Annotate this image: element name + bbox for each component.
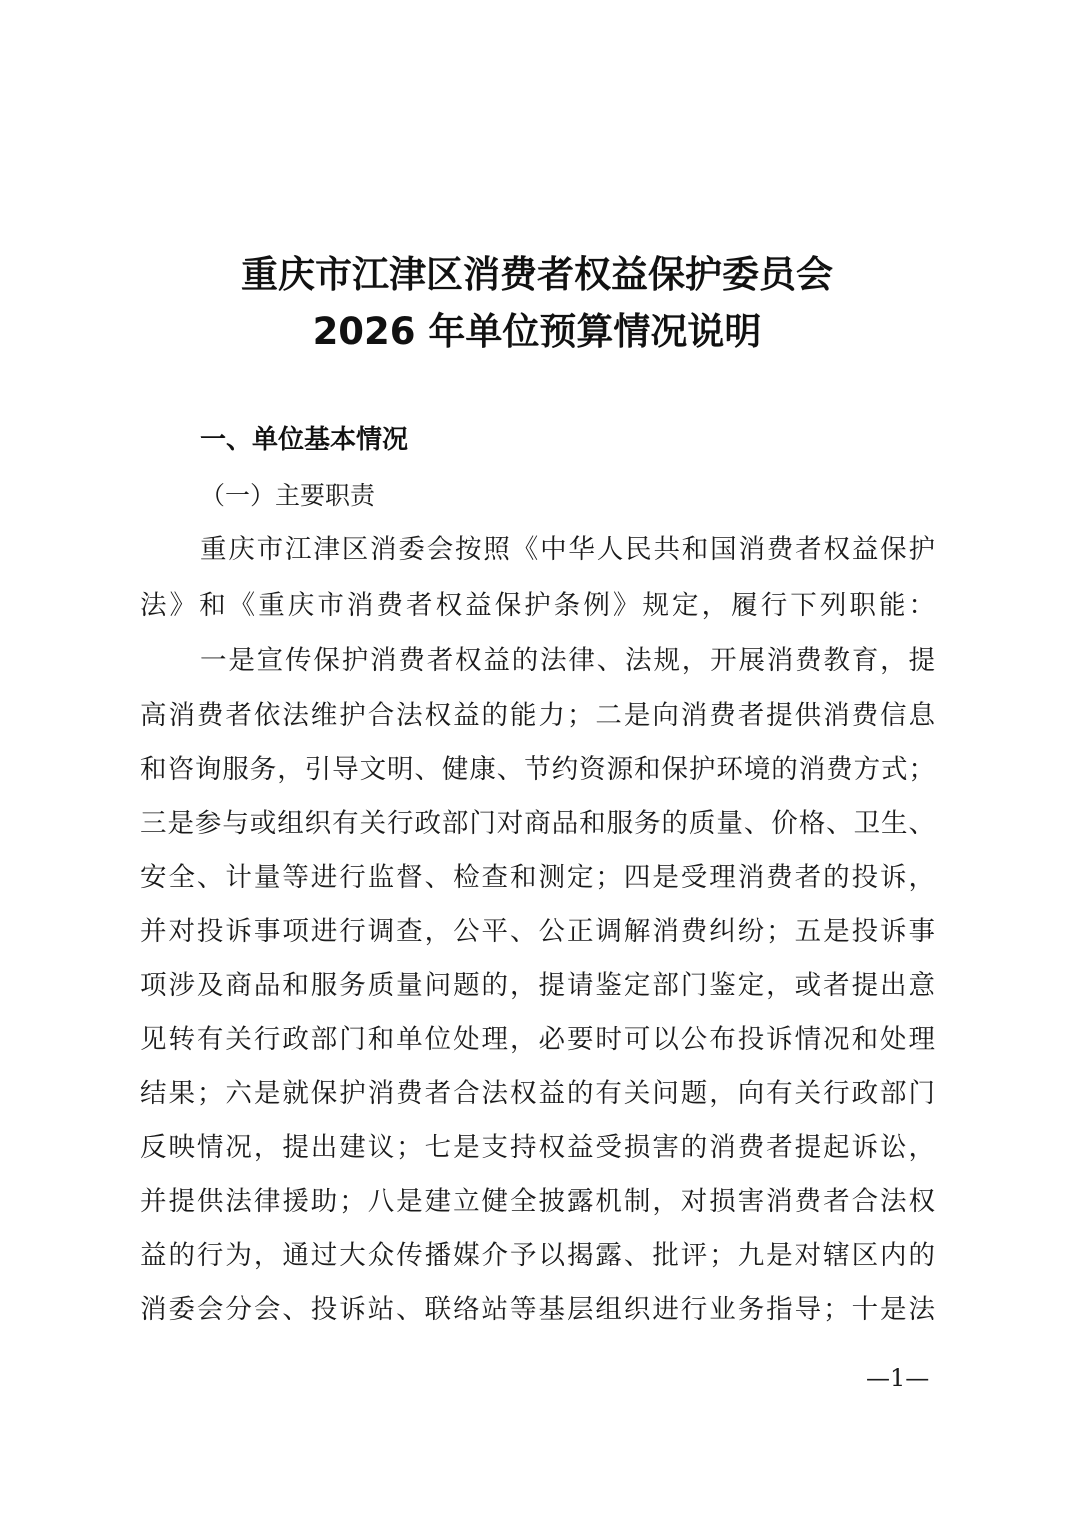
body-line: 见转有关行政部门和单位处理，必要时可以公布投诉情况和处理 [140,1024,935,1055]
body-line: 项涉及商品和服务质量问题的，提请鉴定部门鉴定，或者提出意 [140,970,935,1001]
body-line: 法》和《重庆市消费者权益保护条例》规定，履行下列职能： [140,590,935,621]
subsection-heading: （一）主要职责 [200,481,376,510]
body-line: 三是参与或组织有关行政部门对商品和服务的质量、价格、卫生、 [140,808,935,839]
body-line: 消委会分会、投诉站、联络站等基层组织进行业务指导；十是法 [140,1294,935,1325]
body-line: 一是宣传保护消费者权益的法律、法规，开展消费教育，提 [200,645,935,676]
body-line: 安全、计量等进行监督、检查和测定；四是受理消费者的投诉， [140,862,935,893]
body-line: 益的行为，通过大众传播媒介予以揭露、批评；九是对辖区内的 [140,1240,935,1271]
body-line: 结果；六是就保护消费者合法权益的有关问题，向有关行政部门 [140,1078,935,1109]
body-line: 反映情况，提出建议；七是支持权益受损害的消费者提起诉讼， [140,1132,935,1163]
page-number: —1— [866,1364,930,1392]
body-line: 并对投诉事项进行调查，公平、公正调解消费纠纷；五是投诉事 [140,916,935,947]
body-line: 并提供法律援助；八是建立健全披露机制，对损害消费者合法权 [140,1186,935,1217]
section-heading: 一、单位基本情况 [200,425,409,455]
body-line: 高消费者依法维护合法权益的能力；二是向消费者提供消费信息 [140,700,935,731]
body-line: 重庆市江津区消委会按照《中华人民共和国消费者权益保护 [200,534,935,565]
body-line: 和咨询服务，引导文明、健康、节约资源和保护环境的消费方式； [140,754,935,785]
document-title-line-2: 2026 年单位预算情况说明 [312,310,762,353]
document-title-line-1: 重庆市江津区消费者权益保护委员会 [241,253,833,296]
